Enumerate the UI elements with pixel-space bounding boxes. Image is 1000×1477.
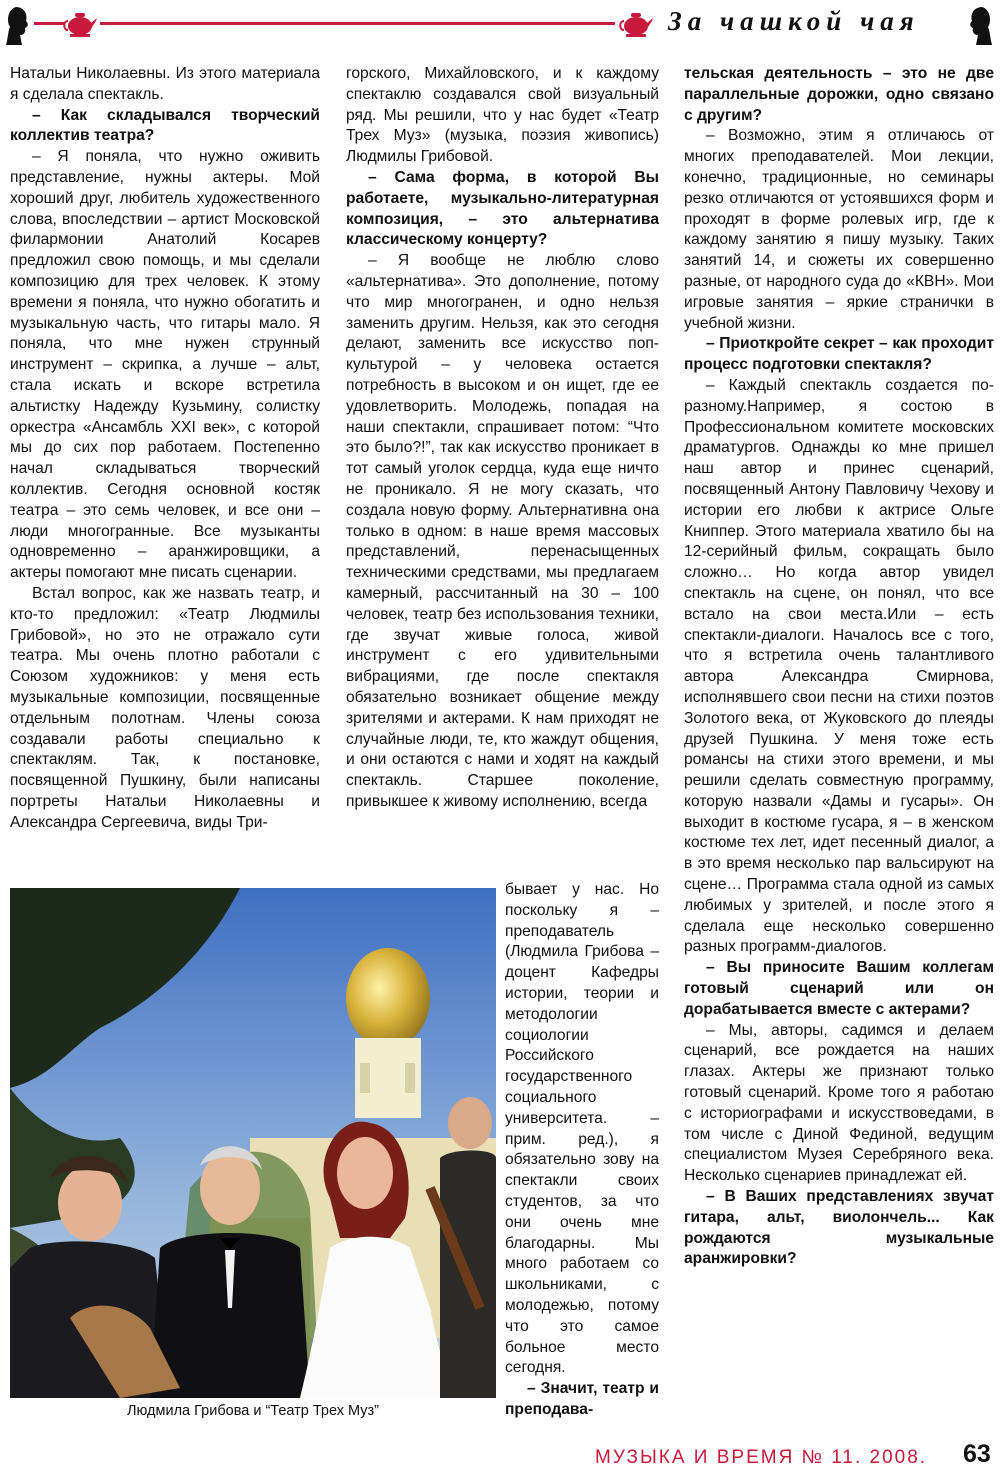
text-column-2-continued <box>505 880 659 1421</box>
page-header <box>0 0 1000 55</box>
text-column-3 <box>684 64 994 1270</box>
header-rule-main <box>100 22 615 25</box>
paragraph: Встал вопрос, как же назвать театр, и кто-то предложил: «Театр Людмилы Грибовой», но это не отражало сути театра. Мы очень плотно работали с Союзом художников: у меня есть музыкальные композиции, посвященные отдельным полотнам. Члены союза создавали работы специально к спектаклям. Так, к постановке, посвященной Пушкину, были написаны портреты Натальи Николаевны и Александра Сергеевича, виды Три- <box>10 584 320 831</box>
section-title: За чашкой чая <box>668 6 920 36</box>
interview-question: – Значит, театр и преподава- <box>505 1380 659 1418</box>
interview-question: тельская деятельность – это не две параллельные дорожки, одно связано с другим? <box>684 65 994 124</box>
teapot-icon <box>62 8 98 38</box>
silhouette-icon <box>966 5 996 47</box>
paragraph: Натальи Николаевны. Из этого материала я сделала спектакль. <box>10 65 320 103</box>
paragraph: горского, Михайловского, и к каждому спектаклю создавался свой визуальный ряд. Мы решили, что у нас будет «Театр Трех Муз» (музыка, поэзия живопись) Людмилы Грибовой. <box>346 65 659 166</box>
paragraph: – Возможно, этим я отличаюсь от многих преподавателей. Мои лекции, конечно, традиционные, но семинары резко отличаются от устоявшихся форм и проходят в форме ролевых игр, где к каждому занятию я пишу музыку. Таких занятий 14, и сюжеты их совершенно разные, от народного суда до «КВН». Мои игровые занятия – яркие странички в учебной жизни. <box>684 127 994 332</box>
text-column-2 <box>346 64 659 813</box>
teapot-icon <box>618 8 654 38</box>
interview-question: – Как складывался творческий коллектив театра? <box>10 106 320 145</box>
paragraph: – Мы, авторы, садимся и делаем сценарий, все рождается на наших глазах. Актеры же признают только готовый сценарий. Кроме того я работаю с историографами и искусствоведами, в том числе с Диной Фединой, ведущим специалистом Музея Серебряного века. Несколько сценариев принадлежат ей. <box>684 1021 994 1185</box>
silhouette-icon <box>2 5 32 47</box>
interview-question: – Сама форма, в которой Вы работаете, музыкально-литературная композиция, – это альтернатива классическому концерту? <box>346 168 659 249</box>
interview-question: – Вы приносите Вашим коллегам готовый сценарий или он дорабатывается вместе с актерами? <box>684 959 994 1018</box>
theatre-photo <box>10 888 496 1398</box>
paragraph: бывает у нас. Но поскольку я – преподаватель (Людмила Грибова – доцент Кафедры истории, теории и методологии социологии Российского государственного социального университета. – прим. ред.), я обязательно зову на спектакли своих студентов, за что они очень мне благодарны. Мы много работаем со школьниками, с молодежью, потому что это самое больное место сегодня. <box>505 881 659 1377</box>
photo-caption: Людмила Грибова и “Театр Трех Муз” <box>126 1403 379 1419</box>
paragraph: – Я поняла, что нужно оживить представление, нужны актеры. Мой хороший друг, любитель художественного слова, впоследствии – артист Московской филармонии Анатолий Косарев предложил свою помощь, и мы сделали композицию для трех человек. К этому времени я поняла, что нужно обогатить и музыкальную часть, что гитары мало. Я поняла, что мне нужен струнный инструмент – скрипка, а лучше – альт, стала искать и вскоре встретила альтистку Надежду Кузьмину, солистку оркестра «Ансамбль XXI век», с которой мы до сих пор работаем. Постепенно начал складываться творческий коллектив. Сегодня основной костяк театра – это семь человек, и все они – люди многогранные. Все музыканты одновременно – аранжировщики, а актеры помогают мне писать сценарии. <box>10 148 320 582</box>
interview-question: – В Ваших представлениях звучат гитара, альт, виолончель... Как рождаются музыкальные аранжировки? <box>684 1188 994 1268</box>
text-column-1 <box>10 64 320 833</box>
paragraph: – Я вообще не люблю слово «альтернатива». Это дополнение, потому что мир многогранен, и одно нельзя заменить другим. Нельзя, как это сегодня делают, заменить все искусство поп-культурой – у человека остается потребность в высоком и он ищет, где ее удовлетворить. Молодежь, попадая на наши спектакли, спрашивает потом: “Что это было?!”, так как искусство проникает в тот самый уголок сердца, куда еще ничто не проникало. Я не могу сказать, что создала новую форму. Альтернативна она только в одном: в наше время массовых представлений, перенасыщенных техническими средствами, мы предлагаем камерный, рассчитанный на 30 – 100 человек, театр без использования техники, где звучат живые голоса, живой инструмент с его удивительными вибрациями, где после спектакля обязательно возникает общение между зрителями и актерами. К нам приходят не случайные люди, те, кто жаждут общения, и они остаются с нами и ходят на каждый спектакль. Старшее поколение, привыкшее к живому исполнению, всегда <box>346 252 659 810</box>
header-rule-left <box>34 22 64 25</box>
page-number: 63 <box>963 1440 991 1468</box>
interview-question: – Приоткройте секрет – как проходит процесс подготовки спектакля? <box>684 335 994 374</box>
magazine-footer: МУЗЫКА И ВРЕМЯ № 11. 2008. <box>595 1447 928 1468</box>
paragraph: – Каждый спектакль создается по-разному.Например, я состою в Профессиональном комитете московских драматургов. Однажды ко мне пришел наш автор и принес сценарий, посвященный Антону Павловичу Чехову и истории его любви к актрисе Ольге Книппер. Этого материала хватило бы на 12-серийный фильм, сокращать было сложно… Но когда автор увидел спектакль на сцене, он понял, что все встало на свои места.Или – есть спектакли-диалоги. Началось все с того, что я встретила очень талантливого автора Александра Смирнова, исполнявшего свои песни на стихи поэтов Золотого века, от Жуковского до плеяды друзей Пушкина. У меня тоже есть романсы на стихи этого времени, и мы решили сделать совместную программу, которую назвали «Дамы и гусары». Он выходит в костюме гусара, я – в женском костюме тех лет, идет песенный диалог, а в это время несколько пар вальсируют на сцене… Программа стала одной из самых любимых у зрителей, и после этого я сделала еще несколько совершенно разных программ-диалогов. <box>684 376 994 956</box>
photo-illustration <box>10 888 496 1398</box>
